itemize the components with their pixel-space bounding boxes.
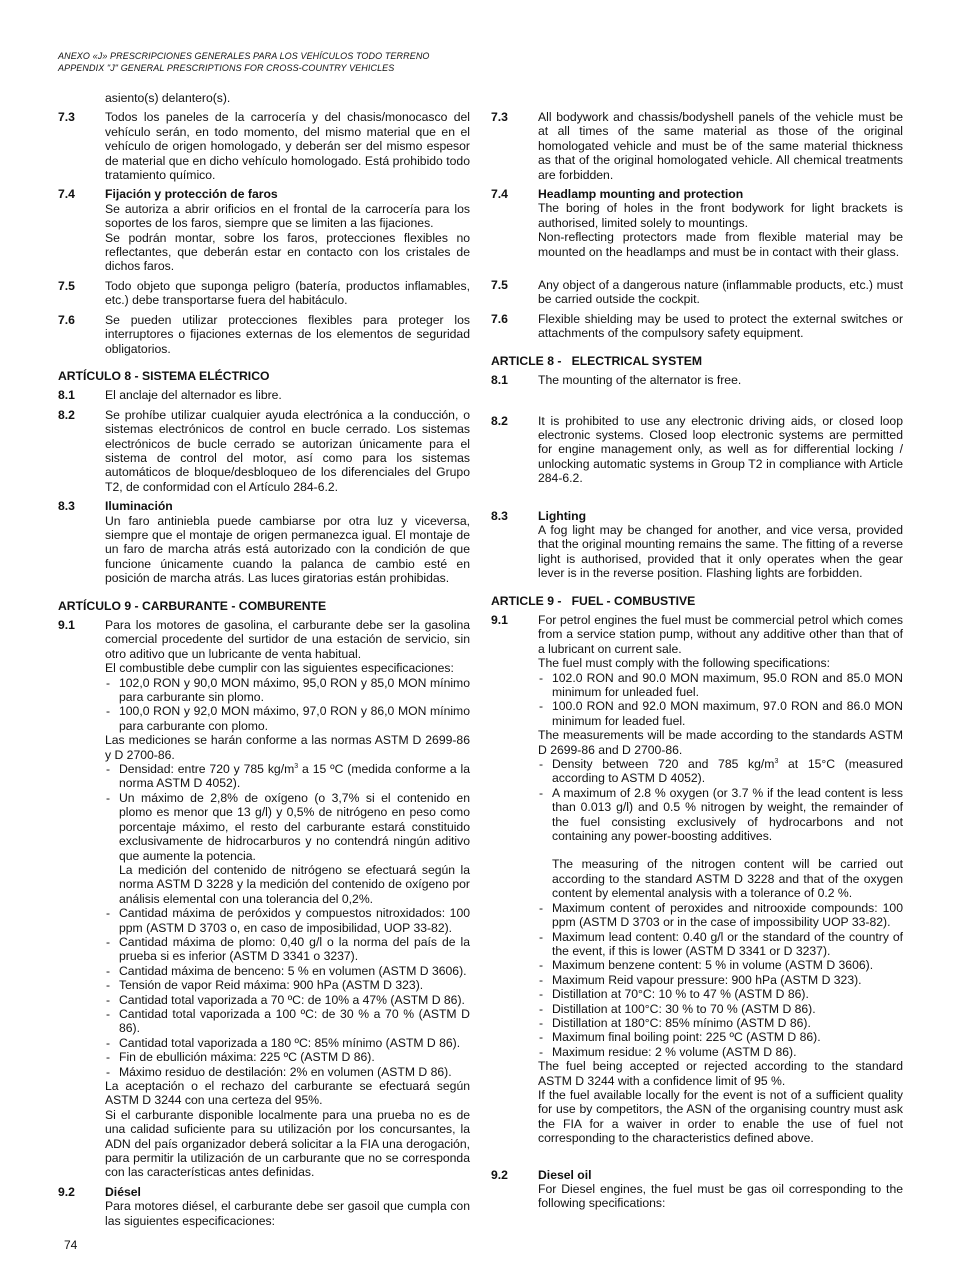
density-text: Densidad: entre 720 y 785 kg/m bbox=[119, 762, 295, 777]
section-number: 8.3 bbox=[58, 499, 75, 514]
section-paragraph: Si el carburante disponible localmente para una prueba no es de una calidad suficiente para su utilización por los concursantes, la ADN del país organizador deberá solicitar a la FIA una derogación, para permitir la utilización de un carburante que no se corresponda con las características antes definidas. bbox=[105, 1107, 470, 1180]
section-7-3 bbox=[58, 110, 470, 182]
section-text: It is prohibited to use any electronic driving aids, or closed loop electronic systems. Closed loop electronic systems are permitted for engine management only, as well as for differential locking / unlocking automatic systems in Group T2 in compliance with Article 284-6.2. bbox=[538, 413, 903, 486]
spec-item: - Cantidad máxima de peróxidos y compuestos nitroxidados: 100 ppm (ASTM D 3703 o, en caso de imposibilidad, UOP 33-82). bbox=[105, 906, 470, 935]
section-8-1 bbox=[58, 388, 470, 402]
section-paragraph: Para los motores de gasolina, el carburante debe ser la gasolina comercial procedente del surtidor de una estación de servicio, sin otro aditivo que un lubricante de venta habitual. bbox=[105, 618, 470, 661]
section-title: Diésel bbox=[105, 1184, 141, 1199]
section-8-3 bbox=[58, 499, 470, 585]
spacer bbox=[491, 393, 903, 414]
spec-item: - Un máximo de 2,8% de oxígeno (o 3,7% si el contenido en plomo es menor que 13 g/l) y 0,5% de nitrógeno en peso como porcentaje máximo, el resto del carburante estará constituido exclusivamente de hidrocarburos y no contendrá ningún aditivo que aumente la potencia. bbox=[105, 791, 470, 863]
section-paragraph: Las mediciones se harán conforme a las normas ASTM D 2699-86 y D 2700-86. bbox=[105, 733, 470, 762]
column-offset bbox=[491, 91, 903, 110]
section-text: Flexible shielding may be used to protect the external switches or attachments of the compulsory safety equipment. bbox=[538, 311, 903, 341]
spec-item: - 102,0 RON y 90,0 MON máximo, 95,0 RON y 85,0 MON mínimo para carburante sin plomo. bbox=[105, 676, 470, 705]
section-paragraph: The fuel must comply with the following specifications: bbox=[538, 656, 830, 671]
spec-item: - Maximum lead content: 0.40 g/l or the standard of the country of the event, if this is lower (ASTM D 3341 or D 3237). bbox=[538, 930, 903, 959]
section-paragraph: Se podrán montar, sobre los faros, protecciones flexibles no reflectantes, que deberán estar en contacto con los cristales de dichos faros. bbox=[105, 230, 470, 274]
section-text: Se pueden utilizar protecciones flexibles para proteger los interruptores o fijaciones externas de los elementos de seguridad obligatorios. bbox=[105, 312, 470, 356]
density-text-end: a 15 ºC (medida conforme a la norma ASTM D 4052). bbox=[119, 762, 471, 791]
english-column bbox=[491, 91, 903, 1216]
spec-item: - Cantidad total vaporizada a 100 ºC: de 30 % a 70 % (ASTM D 86). bbox=[105, 1007, 470, 1036]
spec-item-density bbox=[105, 762, 470, 791]
spec-item: - Cantidad máxima de plomo: 0,40 g/l o la norma del país de la prueba si es inferior (ASTM D 3341 o 3237). bbox=[105, 935, 470, 964]
spec-item: - Tensión de vapor Reid máxima: 900 hPa (ASTM D 323). bbox=[105, 978, 470, 992]
section-7-4 bbox=[58, 187, 470, 273]
spec-item-note: The measuring of the nitrogen content will be carried out according to the standard ASTM D 3228 and that of the oxygen content by elemental analysis with a tolerance of 0.2 %. bbox=[552, 857, 903, 901]
section-text: Todo objeto que suponga peligro (batería, productos inflamables, etc.) debe transportarse fuera del habitáculo. bbox=[105, 278, 470, 308]
section-title: Headlamp mounting and protection bbox=[538, 187, 744, 202]
section-text: Todos los paneles de la carrocería y del chasis/monocasco del vehículo serán, en todo momento, del mismo material que en el vehículo de origen homologado, y deberán ser del mismo espesor de material que en dicho vehículo homologado. Está prohibido todo tratamiento químico. bbox=[105, 110, 470, 183]
section-title: Iluminación bbox=[105, 499, 173, 514]
spec-item: - Maximum benzene content: 5 % in volume (ASTM D 3606). bbox=[538, 958, 903, 972]
spacer bbox=[491, 491, 903, 509]
section-number: 7.3 bbox=[58, 110, 75, 125]
section-text: Any object of a dangerous nature (inflammable products, etc.) must be carried outside the cockpit. bbox=[538, 278, 903, 307]
spec-item: - Maximum final boiling point: 225 ºC (ASTM D 86). bbox=[538, 1030, 903, 1044]
section-paragraph: Se autoriza a abrir orificios en el frontal de la carrocería para los soportes de los faros, siempre que se limiten a las fijaciones. bbox=[105, 201, 470, 231]
section-8-3 bbox=[491, 509, 903, 581]
article-8-heading: ARTÍCULO 8 - SISTEMA ELÉCTRICO bbox=[58, 368, 270, 383]
section-title: Diesel oil bbox=[538, 1167, 592, 1182]
section-text: All bodywork and chassis/bodyshell panels of the vehicle must be at all times of the same material as those of the original homologated vehicle and must be of the same material thickness as that of the original homologated vehicle. All chemical treatments are forbidden. bbox=[538, 110, 903, 182]
section-paragraph: The boring of holes in the front bodywork for light brackets is authorised, limited solely to mountings. bbox=[538, 201, 903, 230]
section-paragraph: If the fuel available locally for the event is not of a sufficient quality for use by competitors, the ASN of the organising country must ask the FIA for a waiver in order to enable the use of fuel not corresponding to the characteristics defined above. bbox=[538, 1087, 903, 1146]
section-number: 8.2 bbox=[58, 407, 75, 422]
spec-item: - A maximum of 2.8 % oxygen (or 3.7 % if the lead content is less than 0.013 g/l) and 0.5 % nitrogen by weight, the remainder of the fuel consisting exclusively of hydrocarbons and not containing any power-boosting additives. bbox=[538, 786, 903, 844]
section-paragraph: The fuel being accepted or rejected according to the standard ASTM D 3244 with a confidence limit of 95 %. bbox=[538, 1059, 903, 1088]
section-number: 9.1 bbox=[491, 612, 508, 627]
spec-item-density bbox=[538, 757, 903, 786]
section-number: 7.3 bbox=[491, 110, 508, 124]
section-title: Lighting bbox=[538, 508, 587, 523]
article-9-heading: ARTÍCULO 9 - CARBURANTE - COMBURENTE bbox=[58, 598, 327, 613]
section-title: Fijación y protección de faros bbox=[105, 187, 278, 202]
spec-item: - Cantidad total vaporizada a 180 ºC: 85% mínimo (ASTM D 86). bbox=[105, 1036, 470, 1050]
spec-item: - Cantidad máxima de benceno: 5 % en volumen (ASTM D 3606). bbox=[105, 964, 470, 978]
spec-item: - Distillation at 100°C: 30 % to 70 % (ASTM D 86). bbox=[538, 1002, 903, 1016]
section-number: 7.6 bbox=[58, 312, 75, 327]
density-text-end: at 15°C (measured according to ASTM D 4052). bbox=[552, 757, 903, 786]
section-number: 9.1 bbox=[58, 618, 75, 632]
section-9-2 bbox=[491, 1168, 903, 1211]
spec-item: - Cantidad total vaporizada a 70 ºC: de 10% a 47% (ASTM D 86). bbox=[105, 993, 470, 1007]
running-header bbox=[58, 50, 430, 74]
section-8-2 bbox=[491, 414, 903, 486]
section-number: 7.5 bbox=[491, 278, 508, 293]
section-text: The mounting of the alternator is free. bbox=[538, 373, 742, 388]
section-paragraph: The measurements will be made according to the standards ASTM D 2699-86 and D 2700-86. bbox=[538, 728, 903, 757]
section-number: 9.2 bbox=[491, 1167, 508, 1182]
section-7-5 bbox=[58, 279, 470, 308]
section-9-1 bbox=[491, 613, 903, 1146]
page-number: 74 bbox=[64, 1238, 78, 1252]
section-paragraph: Para motores diésel, el carburante debe ser gasoil que cumpla con las siguientes especificaciones: bbox=[105, 1199, 470, 1228]
density-text: Density between 720 and 785 kg/m bbox=[552, 757, 775, 772]
section-number: 7.6 bbox=[491, 311, 508, 326]
section-8-2 bbox=[58, 408, 470, 494]
header-english: APPENDIX "J" GENERAL PRESCRIPTIONS FOR CROSS-COUNTRY VEHICLES bbox=[58, 63, 395, 73]
section-7-4 bbox=[491, 187, 903, 273]
spec-item: - Máximo residuo de destilación: 2% en volumen (ASTM D 86). bbox=[105, 1065, 470, 1079]
section-paragraph: Un faro antiniebla puede cambiarse por otra luz y viceversa, siempre que el montaje de origen permanezca igual. El montaje de un faro de marcha atrás está autorizado con la condición de que funcione únicamente cuando la palanca de cambio esté en posición de marcha atrás. Las luces giratorias están prohibidas. bbox=[105, 513, 470, 586]
section-9-2 bbox=[58, 1185, 470, 1228]
section-paragraph: For Diesel engines, the fuel must be gas oil corresponding to the following specifications: bbox=[538, 1182, 903, 1211]
section-9-1 bbox=[58, 618, 470, 1180]
spec-item: - 100.0 RON and 92.0 MON maximum, 97.0 RON and 86.0 MON minimum for leaded fuel. bbox=[538, 699, 903, 728]
spec-item: - Distillation at 70°C: 10 % to 47 % (ASTM D 86). bbox=[538, 987, 903, 1001]
section-number: 8.2 bbox=[491, 413, 508, 428]
section-text: El anclaje del alternador es libre. bbox=[105, 388, 282, 403]
section-number: 8.3 bbox=[491, 508, 508, 523]
density-superscript: 3 bbox=[294, 763, 299, 770]
section-7-3 bbox=[491, 110, 903, 182]
spec-item: - 100,0 RON y 92,0 MON máximo, 97,0 RON y 86,0 MON mínimo para carburante con plomo. bbox=[105, 704, 470, 733]
section-number: 9.2 bbox=[58, 1184, 75, 1199]
spec-item: - Maximum residue: 2 % volume (ASTM D 86). bbox=[538, 1045, 903, 1059]
section-number: 8.1 bbox=[58, 388, 75, 403]
section-paragraph: El combustible debe cumplir con las siguientes especificaciones: bbox=[105, 661, 454, 676]
header-spanish: ANEXO «J» PRESCRIPCIONES GENERALES PARA LOS VEHÍCULOS TODO TERRENO bbox=[58, 51, 430, 61]
spec-item: - 102.0 RON and 90.0 MON maximum, 95.0 RON and 85.0 MON minimum for unleaded fuel. bbox=[538, 671, 903, 700]
continued-text: asiento(s) delantero(s). bbox=[105, 91, 231, 105]
article-9-heading: ARTICLE 9 - FUEL - COMBUSTIVE bbox=[491, 593, 696, 608]
spec-item: - Maximum content of peroxides and nitrooxide compounds: 100 ppm (ASTM D 3703 or in the case of impossibility UOP 33-82). bbox=[538, 901, 903, 930]
section-paragraph: Non-reflecting protectors made from flexible material may be mounted on the headlamps and must be in contact with their glass. bbox=[538, 230, 903, 259]
section-7-6 bbox=[58, 313, 470, 356]
section-number: 7.4 bbox=[491, 187, 508, 202]
section-number: 8.1 bbox=[491, 373, 508, 388]
spacer bbox=[491, 1151, 903, 1168]
section-8-1 bbox=[491, 373, 903, 387]
section-number: 7.4 bbox=[58, 187, 75, 202]
section-7-5 bbox=[491, 278, 903, 307]
spec-item: - Fin de ebullición máxima: 225 ºC (ASTM D 86). bbox=[105, 1050, 470, 1064]
density-superscript: 3 bbox=[774, 757, 779, 765]
section-text: Se prohíbe utilizar cualquier ayuda electrónica a la conducción, o sistemas electrónicos de control en bucle cerrado. Los sistemas electrónicos de bucle cerrado se autorizan únicamente para el sistema de control del motor, así como para los sistemas automáticos de bloque/desbloqueo de los diferenciales del Grupo T2, de conformidad con el Artículo 284-6.2. bbox=[105, 407, 470, 494]
section-paragraph: A fog light may be changed for another, and vice versa, provided that the original mounting remains the same. The fitting of a reverse light is authorised, provided that it only operates when the gear lever is in the reverse position. Flashing lights are forbidden. bbox=[538, 522, 903, 581]
article-8-heading: ARTICLE 8 - ELECTRICAL SYSTEM bbox=[491, 353, 703, 368]
spanish-column bbox=[58, 91, 470, 1233]
spec-item: - Distillation at 180°C: 85% mínimo (ASTM D 86). bbox=[538, 1016, 903, 1030]
section-number: 7.5 bbox=[58, 278, 75, 293]
spec-item: - Maximum Reid vapour pressure: 900 hPa (ASTM D 323). bbox=[538, 973, 903, 987]
section-7-6 bbox=[491, 312, 903, 341]
section-paragraph: For petrol engines the fuel must be commercial petrol which comes from a service station pump, without any additive other than that of a lubricant on current sale. bbox=[538, 612, 903, 656]
spec-item-note: La medición del contenido de nitrógeno se efectuará según la norma ASTM D 3228 y la medición del contenido de oxígeno por análisis elemental con una tolerancia del 0,2%. bbox=[119, 862, 470, 906]
section-paragraph: La aceptación o el rechazo del carburante se efectuará según ASTM D 3244 con una certeza del 95%. bbox=[105, 1079, 470, 1108]
